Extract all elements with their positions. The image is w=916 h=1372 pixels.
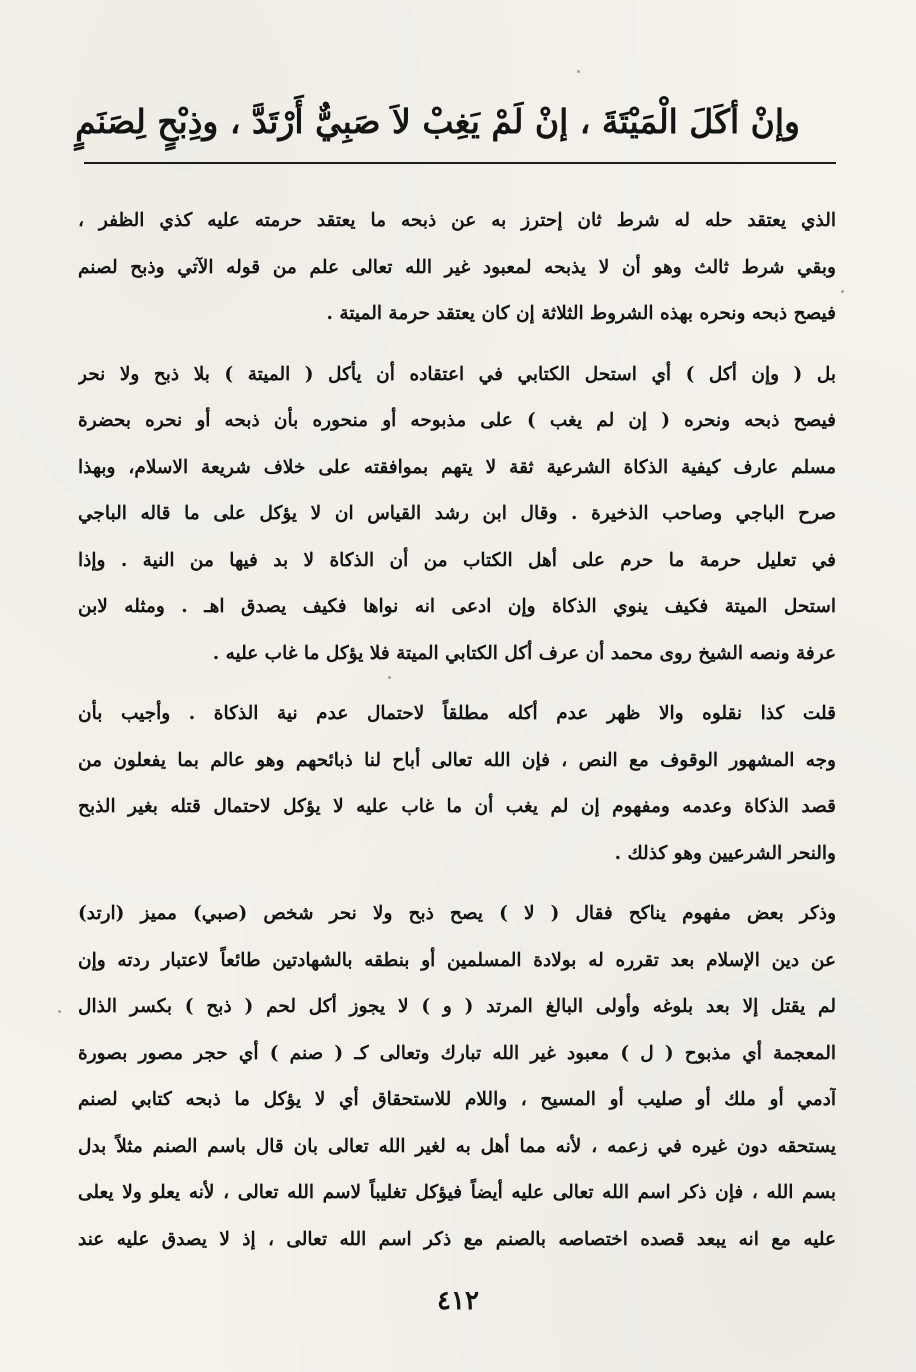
text-line: عليه مع انه يبعد قصده اختصاصه بالصنم مع ذكر اسم الله تعالى ، إذ لا يصدق عليه عند	[78, 1228, 836, 1250]
text-line: بسم الله ، فإن ذكر اسم الله تعالى عليه أيضاً فيؤكل تغليباً لاسم الله تعالى ، لأنه يعلو ولا يعلى	[78, 1182, 836, 1203]
page-number: ٤١٢	[437, 1286, 479, 1316]
text-line: فيصح ذبحه ونحره ( إن لم يغب ) على مذبوحه أو منحوره بأن ذبحه أو نحره بحضرة	[78, 410, 836, 431]
text-line: قلت كذا نقلوه والا ظهر عدم أكله مطلقاً لاحتمال عدم نية الذكاة . وأجيب بأن	[78, 703, 836, 724]
text-line: الذي يعتقد حله له شرط ثان إحترز به عن ذبحه ما يعتقد حرمته عليه كذي الظفر ،	[78, 210, 836, 231]
text-line: استحل الميتة فكيف ينوي الذكاة وإن ادعى انه نواها فكيف يصدق اهـ . ومثله لابن	[78, 596, 836, 617]
paragraph	[78, 352, 836, 678]
page-header-verse: وإنْ أكَلَ الْمَيْتَةَ ، إنْ لَمْ يَغِبْ لاَ صَبِيٌّ أَرْتَدَّ ، وذِبْحٍ لِصَنَمٍ	[75, 102, 800, 141]
text-line: المعجمة أي مذبوح ( ل ) معبود غير الله تبارك وتعالى كـ ( صنم ) أي حجر مصور بصورة	[78, 1042, 836, 1064]
body-text	[78, 198, 836, 1277]
text-line: والنحر الشرعيين وهو كذلك .	[614, 842, 836, 864]
text-line: في تعليل حرمة ما حرم على أهل الكتاب من أن الذكاة لا بد فيها من النية . وإذا	[78, 549, 836, 571]
text-line: يستحقه دون غيره في زعمه ، لأنه مما أهل به لغير الله تعالى بان قال باسم الصنم مثلاً بدل	[78, 1135, 836, 1157]
text-line: وجه المشهور الوقوف مع النص ، فإن الله تعالى أباح لنا ذبائحهم وهو عالم بما يفعلون من	[78, 749, 836, 771]
text-line: عن دين الإسلام بعد تقرره له بولادة المسلمين أو بنطقه بالشهادتين طائعاً لاعتبار ردته وإن	[78, 949, 836, 971]
scan-speck	[388, 676, 391, 679]
header-divider	[84, 162, 836, 164]
text-line: مسلم عارف كيفية الذكاة الشرعية ثقة لا يتهم بموافقته على خلاف شريعة الاسلام، وبهذا	[78, 456, 836, 478]
paragraph	[78, 891, 836, 1263]
paragraph	[78, 691, 836, 877]
text-line: قصد الذكاة وعدمه ومفهوم إن لم يغب أن ما غاب عليه لا يؤكل لاحتمال قتله بغير الذبح	[78, 796, 836, 817]
scan-speck	[577, 70, 580, 73]
text-line: بل ( وإن أكل ) أي استحل الكتابي في اعتقاده أن يأكل ( الميتة ) بلا ذبح ولا نحر	[78, 363, 836, 385]
paragraph	[78, 198, 836, 338]
text-line: آدمي أو ملك أو صليب أو المسيح ، واللام للاستحقاق أي لا يؤكل ما ذبحه كتابي لصنم	[78, 1089, 836, 1110]
text-line: صرح الباجي وصاحب الذخيرة . وقال ابن رشد القياس ان لا يؤكل على ما قاله الباجي	[78, 503, 836, 524]
text-line: لم يقتل إلا بعد بلوغه وأولى البالغ المرتد ( و ) لا يجوز أكل لحم ( ذبح ) بكسر الذال	[78, 996, 836, 1017]
scan-speck	[841, 290, 844, 293]
scan-speck	[58, 1010, 61, 1013]
text-line: وذكر بعض مفهوم يناكح فقال ( لا ) يصح ذبح ولا نحر شخص (صبي) مميز (ارتد)	[78, 903, 836, 924]
text-line: عرفة ونصه الشيخ روى محمد أن عرف أكل الكتابي الميتة فلا يؤكل ما غاب عليه .	[212, 642, 836, 664]
text-line: فيصح ذبحه ونحره بهذه الشروط الثلاثة إن كان يعتقد حرمة الميتة .	[326, 303, 836, 324]
text-line: وبقي شرط ثالث وهو أن لا يذبحه لمعبود غير الله تعالى علم من قوله الآتي وذبح لصنم	[78, 256, 836, 278]
